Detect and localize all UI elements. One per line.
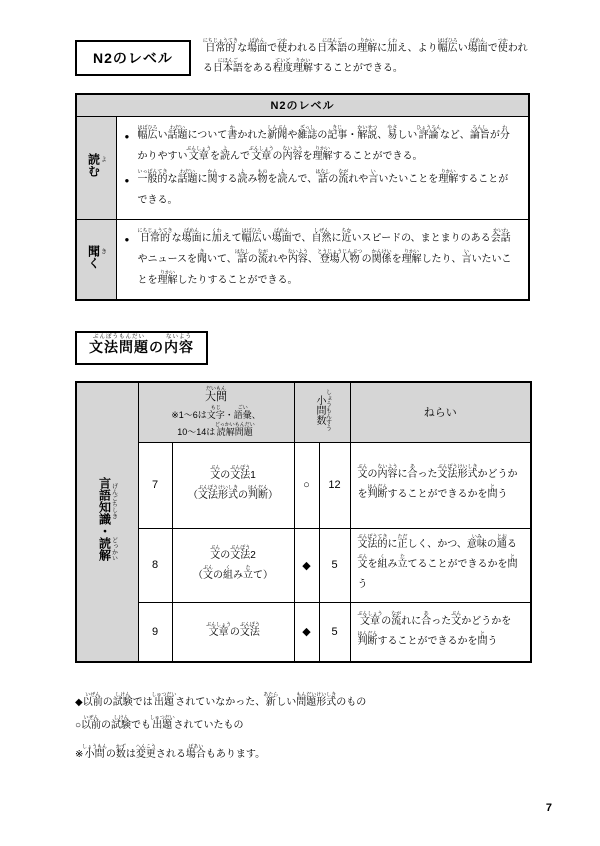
- note-old-format: ○以前いぜんの試験しけんでも出題しゅつだいされていたもの: [75, 715, 244, 731]
- intro-section: [75, 38, 530, 79]
- read-item-2: 一般的いっぱんてきな話題わだいに関かんする読よみ物ものを読よんで、話はなしの流ながれや言いいたいことを理解りかいすることができる。: [137, 168, 509, 206]
- table-row-q9: [76, 602, 531, 662]
- level-table-header: N2のレベル: [76, 94, 529, 116]
- table-row-q7: [76, 442, 531, 528]
- bullet-icon: ●: [124, 175, 130, 185]
- note-count-change: ※小問しょうもんの数かずは変更へんこうされる場合ばあいもあります。: [75, 744, 266, 760]
- question-number: 7: [138, 442, 172, 528]
- question-title: 文ぶんの文法ぶんぽう2: [210, 545, 256, 561]
- question-subtitle: （文法形式ぶんぽうけいしきの判断はんだん）: [187, 485, 278, 501]
- listen-item-1: 日常的にちじょうてきな場面ばめんに加くわえて幅広はばひろい場面ばめんで、自然しぜんに近ちかいスピードの、まとまりのある会話かいわやニュースを聞きいて、話はなしの流ながれや内容ないよう、登場人物とうじょうじんぶつの関係かんけいを理解りかいしたり、言いいたいことを理解りかいしたりすることができる。: [137, 227, 512, 286]
- daimon-header-title: 大問だいもん: [205, 385, 227, 403]
- table-row-q8: [76, 528, 531, 602]
- question-aim: 文ぶんの内容ないように合あった文法形式ぶんぽうけいしきかどうかを判断はんだんすることができるかを問とう: [350, 442, 531, 528]
- footnotes: [75, 691, 530, 766]
- list-item: [125, 228, 519, 291]
- read-item-1: 幅広はばひろい話題わだいについて書かかれた新聞しんぶんや雑誌ざっしの記事きじ・解説かいせつ、易やさしい評論ひょうろんなど、論旨ろんしが分わかりやすい文章ぶんしょうを読よんで文章ぶんしょうの内容ないようを理解りかいすることができる。: [137, 124, 510, 162]
- nerai-header: ねらい: [350, 382, 531, 443]
- read-label-text: 読 よむ: [86, 153, 106, 177]
- question-title-cell: [172, 602, 294, 662]
- listen-content-cell: [116, 219, 529, 300]
- table-row-read: [76, 116, 529, 219]
- shomonsu-header: [294, 382, 350, 443]
- question-number: 8: [138, 528, 172, 602]
- level-table: [75, 93, 530, 301]
- bullet-icon: ●: [124, 234, 130, 244]
- side-label-cell: [76, 382, 138, 663]
- question-title-cell: [172, 528, 294, 602]
- read-label-cell: [76, 116, 116, 219]
- question-subtitle: （文ぶんの組くみ立たて）: [192, 565, 273, 581]
- list-item: [125, 169, 519, 211]
- grammar-title-text: 文法問題ぶんぽうもんだいの内容ないよう: [89, 333, 194, 355]
- question-title: 文章ぶんしょうの文法ぶんぽう: [206, 621, 260, 638]
- listen-label-cell: [76, 219, 116, 300]
- question-aim: 文法的ぶんぽうてきに正ただしく、かつ、意味いみの通とおる文ぶんを組くみ立たてることができるかを問とう: [350, 528, 531, 602]
- daimon-header: [138, 382, 294, 443]
- read-content-cell: [116, 116, 529, 219]
- format-mark: ◆: [294, 528, 319, 602]
- question-number: 9: [138, 602, 172, 662]
- grammar-table: [75, 381, 532, 664]
- question-count: 5: [319, 528, 350, 602]
- question-aim: 文章ぶんしょうの流ながれに合あった文ぶんかどうかを判断はんだんすることができるかを問とう: [350, 602, 531, 662]
- daimon-header-note-2: 10～14は読解問題どっかいもんだい: [177, 421, 255, 437]
- n2-level-title-text: N2のレベル: [93, 50, 173, 66]
- n2-level-title-box: [75, 40, 191, 76]
- grammar-title-box: [75, 331, 208, 365]
- side-label-text: 言語知識 げんごちしき・読解 どっかい: [97, 477, 117, 562]
- format-mark: ◆: [294, 602, 319, 662]
- question-title: 文ぶんの文法ぶんぽう1: [210, 465, 256, 481]
- n2-level-description: 日常的にちじょうてきな場面ばめんで使つかわれる日本語にほんごの理解りかいに加くわえ、より幅広はばひろい場面ばめんで使つかわれる日本語にほんごをある程度ていど理解りかいすることができる。: [202, 38, 528, 74]
- note-new-format: ◆以前いぜんの試験しけんでは出題しゅつだいされていなかった、新あたらしい問題形式もんだいけいしきのもの: [75, 692, 367, 708]
- list-item: [125, 125, 519, 167]
- question-count: 5: [319, 602, 350, 662]
- listen-label-text: 聞 きく: [86, 244, 106, 269]
- page-number: 7: [545, 802, 552, 814]
- shomonsu-header-text: 小問数 しょうもんすう: [314, 388, 331, 431]
- daimon-header-note-1: ※1～6は文字もじ・語彙ごい、: [171, 404, 261, 420]
- grammar-table-header-row: [76, 382, 531, 443]
- question-title-cell: [172, 442, 294, 528]
- bullet-icon: ●: [124, 131, 130, 141]
- format-mark: ○: [294, 442, 319, 528]
- grammar-section: [75, 331, 530, 365]
- table-row-listen: [76, 219, 529, 300]
- question-count: 12: [319, 442, 350, 528]
